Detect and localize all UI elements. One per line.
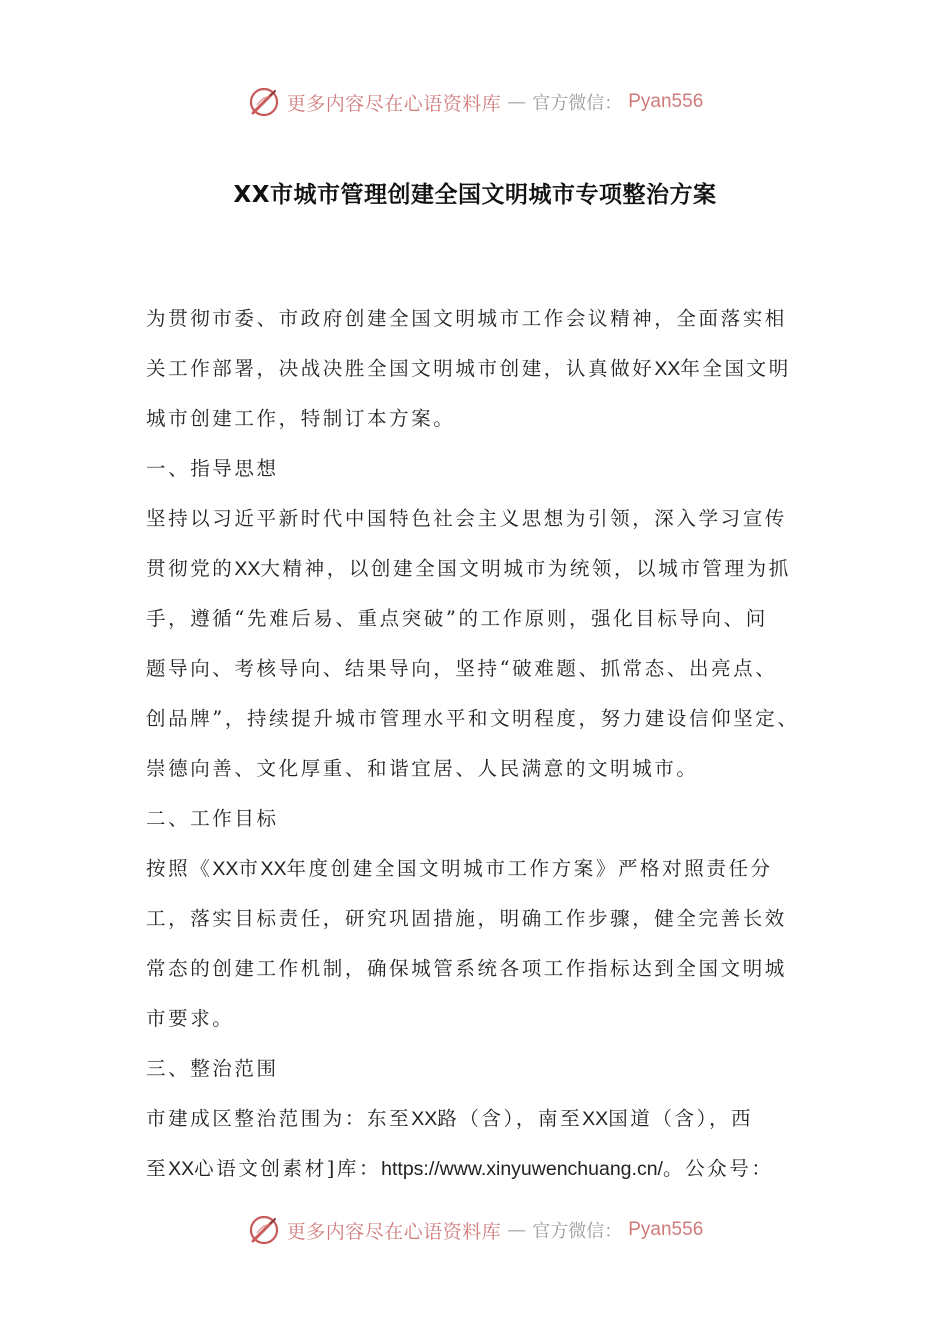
section-heading-scope: 三、整治范围 (146, 1057, 279, 1080)
footer-watermark-banner (0, 1210, 950, 1250)
banner-wechat-id: Pyan556 (628, 1219, 704, 1240)
header-watermark-banner (0, 82, 950, 122)
pen-logo-icon (247, 1213, 281, 1247)
body-line: 为贯彻市委、市政府创建全国文明城市工作会议精神，全面落实相 (146, 307, 787, 330)
body-line: 市建成区整治范围为：东至XX路（含），南至XX国道（含），西 (146, 1107, 754, 1130)
body-line: 题导向、考核导向、结果导向，坚持“破难题、抓常态、出亮点、 (146, 657, 778, 680)
banner-wechat-label: 官方微信： (532, 93, 623, 114)
banner-dash: — (507, 91, 527, 113)
banner-dash: — (507, 1219, 527, 1241)
body-line: 按照《XX市XX年度创建全国文明城市工作方案》严格对照责任分 (146, 857, 773, 880)
banner-main-text: 更多内容尽在心语资料库 (286, 1220, 502, 1243)
body-line: 至XX心语文创素材]库：https://www.xinyuwenchuang.cn/。公众号： (146, 1157, 774, 1180)
body-line: 工，落实目标责任，研究巩固措施，明确工作步骤，健全完善长效 (146, 907, 787, 930)
document-body (146, 294, 818, 1194)
banner-wechat-id: Pyan556 (628, 91, 704, 112)
body-line: 坚持以习近平新时代中国特色社会主义思想为引领，深入学习宣传 (146, 507, 787, 530)
body-line: 崇德向善、文化厚重、和谐宜居、人民满意的文明城市。 (146, 757, 699, 780)
body-line: 关工作部署，决战决胜全国文明城市创建，认真做好XX年全国文明 (146, 357, 791, 380)
document-title: XX市城市管理创建全国文明城市专项整治方案 (233, 182, 717, 208)
banner-main-text: 更多内容尽在心语资料库 (286, 92, 502, 115)
body-line: 城市创建工作，特制订本方案。 (146, 407, 456, 430)
section-heading-guiding-ideology: 一、指导思想 (146, 457, 279, 480)
body-line: 手，遵循“先难后易、重点突破”的工作原则，强化目标导向、问 (146, 607, 768, 630)
body-line: 常态的创建工作机制，确保城管系统各项工作指标达到全国文明城 (146, 957, 787, 980)
banner-wechat-label: 官方微信： (532, 1221, 623, 1242)
body-line: 贯彻党的XX大精神，以创建全国文明城市为统领，以城市管理为抓 (146, 557, 791, 580)
body-line: 创品牌”，持续提升城市管理水平和文明程度，努力建设信仰坚定、 (146, 707, 800, 730)
body-line: 市要求。 (146, 1007, 235, 1030)
pen-logo-icon (247, 85, 281, 119)
section-heading-work-goals: 二、工作目标 (146, 807, 279, 830)
